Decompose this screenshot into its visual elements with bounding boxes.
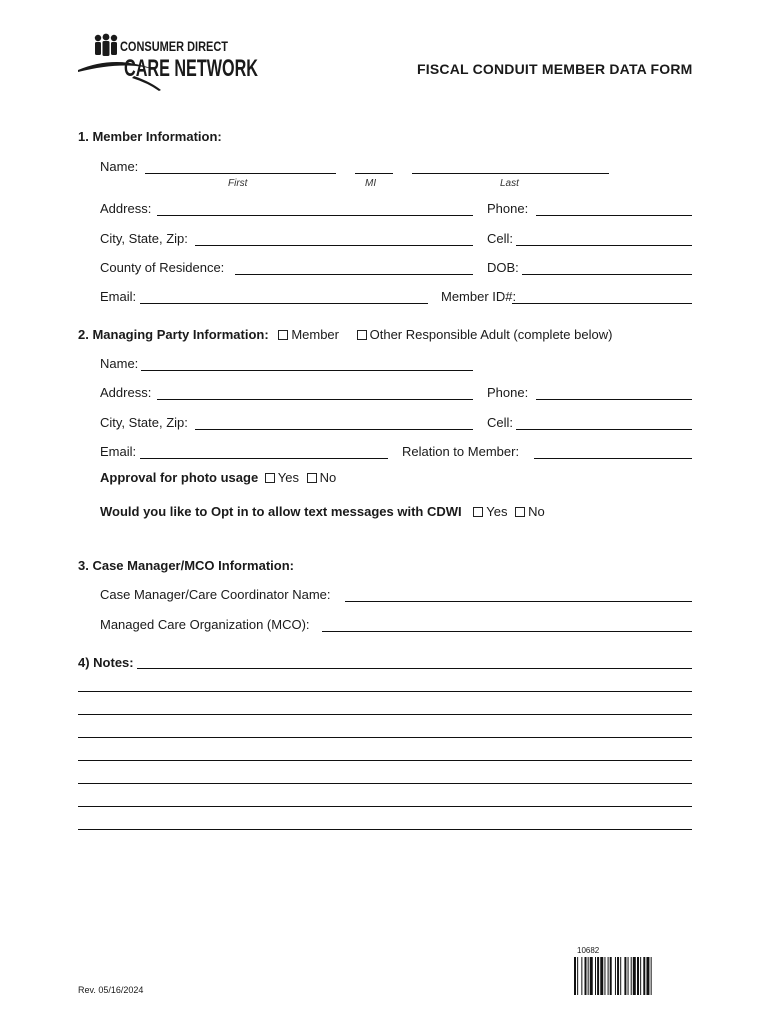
managing-address-field[interactable] (157, 399, 473, 400)
notes-line-4[interactable] (78, 737, 692, 738)
section-1-heading: 1. Member Information: (78, 129, 222, 144)
notes-line-3[interactable] (78, 714, 692, 715)
managing-name-field[interactable] (141, 370, 473, 371)
managing-email-label: Email: (100, 444, 137, 459)
relation-label: Relation to Member: (402, 444, 520, 459)
barcode-bar (615, 957, 616, 995)
member-dob-field[interactable] (522, 274, 692, 275)
managing-cell-field[interactable] (516, 429, 692, 430)
member-email-label: Email: (100, 289, 137, 304)
notes-heading: 4) Notes: (78, 655, 134, 670)
last-caption: Last (500, 178, 519, 189)
section-2-heading: 2. Managing Party Information: (78, 327, 269, 342)
notes-line-5[interactable] (78, 760, 692, 761)
logo-line2: CARE NETWORK (124, 55, 259, 82)
coordinator-name-field[interactable] (345, 601, 692, 602)
notes-line-7[interactable] (78, 806, 692, 807)
barcode-bar (624, 957, 626, 995)
mco-field[interactable] (322, 631, 692, 632)
coordinator-name-label: Case Manager/Care Coordinator Name: (100, 587, 331, 602)
barcode-bar (651, 957, 652, 995)
member-city-label: City, State, Zip: (100, 231, 188, 246)
barcode-bar (585, 957, 587, 995)
barcode-bar (617, 957, 619, 995)
consumer-direct-care-network-logo (76, 32, 266, 92)
mco-label: Managed Care Organization (MCO): (100, 617, 310, 632)
text-yes-checkbox[interactable] (473, 507, 483, 517)
barcode-bar (610, 957, 612, 995)
notes-line-2[interactable] (78, 691, 692, 692)
revision-date: Rev. 05/16/2024 (78, 985, 144, 995)
barcode-bar (600, 957, 603, 995)
photo-no-label: No (319, 470, 337, 485)
barcode (574, 957, 691, 995)
member-id-field[interactable] (512, 303, 692, 304)
barcode-bar (595, 957, 596, 995)
managing-phone-field[interactable] (536, 399, 692, 400)
managing-cell-label: Cell: (487, 415, 514, 430)
member-last-name-field[interactable] (412, 173, 609, 174)
section-3-heading: 3. Case Manager/MCO Information: (78, 558, 294, 573)
notes-line-6[interactable] (78, 783, 692, 784)
member-address-label: Address: (100, 201, 152, 216)
member-phone-field[interactable] (536, 215, 692, 216)
managing-city-label: City, State, Zip: (100, 415, 188, 430)
text-no-label: No (528, 504, 545, 519)
member-county-field[interactable] (235, 274, 473, 275)
member-option-label: Member (291, 327, 339, 342)
text-optin-row (100, 504, 545, 519)
member-checkbox[interactable] (278, 330, 288, 340)
member-cell-field[interactable] (516, 245, 692, 246)
other-adult-option-label: Other Responsible Adult (complete below) (369, 327, 613, 342)
other-adult-checkbox[interactable] (357, 330, 367, 340)
notes-line-8[interactable] (78, 829, 692, 830)
member-city-field[interactable] (195, 245, 473, 246)
text-optin-label: Would you like to Opt in to allow text messages with CDWI (100, 504, 462, 519)
form-title: FISCAL CONDUIT MEMBER DATA FORM (417, 61, 693, 77)
barcode-bar (631, 957, 632, 995)
barcode-bar (604, 957, 605, 995)
managing-email-field[interactable] (140, 458, 388, 459)
barcode-bar (590, 957, 593, 995)
member-address-field[interactable] (157, 215, 473, 216)
barcode-bar (640, 957, 641, 995)
barcode-bar (646, 957, 649, 995)
barcode-bar (588, 957, 589, 995)
logo-line1: CONSUMER DIRECT (120, 39, 229, 54)
managing-name-label: Name: (100, 356, 139, 371)
barcode-bar (620, 957, 621, 995)
photo-no-checkbox[interactable] (307, 473, 317, 483)
photo-approval-label: Approval for photo usage (100, 470, 259, 485)
barcode-bar (581, 957, 582, 995)
photo-yes-label: Yes (277, 470, 300, 485)
photo-yes-checkbox[interactable] (265, 473, 275, 483)
member-dob-label: DOB: (487, 260, 519, 275)
notes-line-1[interactable] (137, 668, 692, 669)
member-first-name-field[interactable] (145, 173, 336, 174)
member-cell-label: Cell: (487, 231, 514, 246)
barcode-bar (608, 957, 609, 995)
managing-address-label: Address: (100, 385, 152, 400)
mi-caption: MI (365, 178, 377, 189)
member-county-label: County of Residence: (100, 260, 225, 275)
barcode-bar (597, 957, 599, 995)
barcode-bar (643, 957, 645, 995)
photo-approval-row (100, 470, 336, 485)
member-email-field[interactable] (140, 303, 428, 304)
managing-phone-label: Phone: (487, 385, 529, 400)
section-2-row (78, 327, 612, 342)
barcode-bar (577, 957, 578, 995)
member-mi-field[interactable] (355, 173, 393, 174)
first-caption: First (228, 178, 248, 189)
barcode-bar (637, 957, 639, 995)
barcode-bar (574, 957, 576, 995)
member-id-label: Member ID#: (441, 289, 517, 304)
member-phone-label: Phone: (487, 201, 529, 216)
barcode-number: 10682 (577, 946, 600, 955)
text-yes-label: Yes (486, 504, 508, 519)
managing-city-field[interactable] (195, 429, 473, 430)
barcode-bar (633, 957, 636, 995)
barcode-bar (628, 957, 629, 995)
relation-field[interactable] (534, 458, 692, 459)
member-name-label: Name: (100, 159, 139, 174)
text-no-checkbox[interactable] (515, 507, 525, 517)
